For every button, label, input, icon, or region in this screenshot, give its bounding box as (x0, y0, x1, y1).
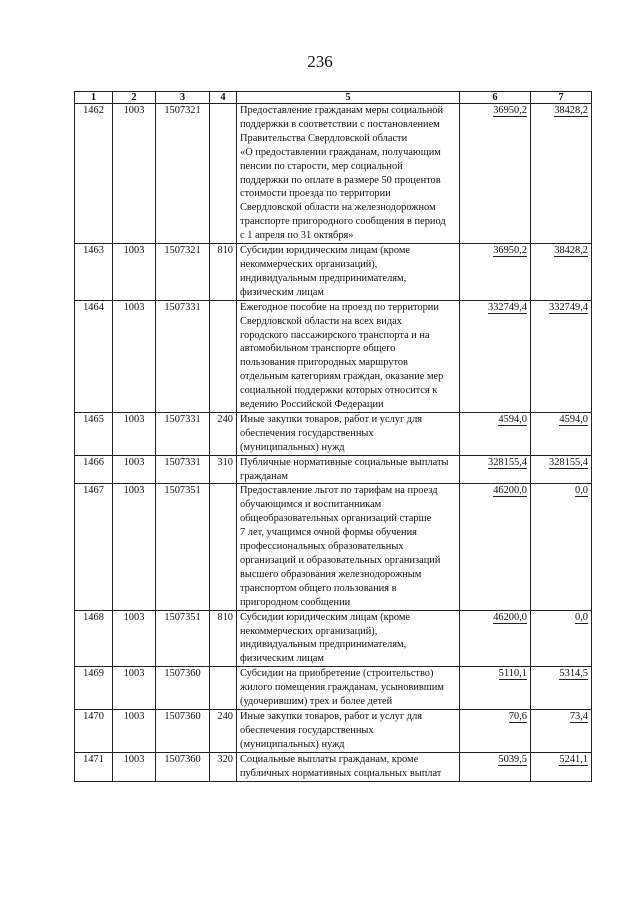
target-code: 1507331 (156, 300, 210, 412)
column-header: 3 (156, 92, 210, 104)
amount-value: 38428,2 (554, 105, 588, 116)
row-number: 1463 (75, 244, 113, 301)
section-code: 1003 (113, 709, 156, 752)
description-line: индивидуальным предпринимателям, (240, 639, 407, 651)
amount-col6 (460, 455, 531, 484)
table-row (75, 610, 592, 667)
description (237, 709, 460, 752)
row-number: 1462 (75, 104, 113, 244)
row-number: 1465 (75, 412, 113, 455)
description-line: некоммерческих организаций), (240, 258, 378, 270)
section-code: 1003 (113, 484, 156, 610)
description-line: обеспечения государственных (240, 427, 374, 439)
description-line: ведению Российской Федерации (240, 399, 384, 411)
description-line: поддержки в соответствии с постановлением (240, 118, 440, 130)
expense-type (210, 300, 237, 412)
expense-type (210, 667, 237, 710)
description-line: Публичные нормативные социальные выплаты (240, 456, 449, 468)
description-line: профессиональных образовательных (240, 541, 404, 553)
amount-col7 (531, 412, 592, 455)
description-line: гражданам (240, 470, 288, 482)
amount-value: 0,0 (575, 485, 588, 497)
description-line: Субсидии на приобретение (строительство) (240, 668, 434, 680)
target-code: 1507360 (156, 752, 210, 781)
description-line: Предоставление гражданам меры социальной (240, 105, 444, 116)
description (237, 300, 460, 412)
column-header: 6 (460, 92, 531, 104)
description-line: Предоставление льгот по тарифам на проезд (240, 485, 438, 497)
description-line: поддержки по оплате в размере 50 процентов (240, 174, 441, 186)
description-line: публичных нормативных социальных выплат (240, 767, 442, 779)
description-line: транспортом общего пользования в (240, 582, 397, 594)
description-line: Иные закупки товаров, работ и услуг для (240, 710, 423, 722)
description-line: Социальные выплаты гражданам, кроме (240, 753, 419, 765)
target-code: 1507331 (156, 412, 210, 455)
row-number: 1469 (75, 667, 113, 710)
section-code: 1003 (113, 300, 156, 412)
table-row (75, 412, 592, 455)
section-code: 1003 (113, 244, 156, 301)
description (237, 610, 460, 667)
section-code: 1003 (113, 752, 156, 781)
description-line: организаций и образовательных организаций (240, 555, 441, 566)
row-number: 1466 (75, 455, 113, 484)
amount-value: 0,0 (575, 611, 588, 623)
description-line: социальной поддержки которых относится к (240, 385, 438, 397)
description-line: автомобильном транспорте общего (240, 343, 396, 355)
amount-col7 (531, 104, 592, 244)
description-line: Правительства Свердловской области (240, 132, 408, 144)
description-line: «О предоставлении гражданам, получающим (240, 146, 441, 158)
amount-col7 (531, 752, 592, 781)
description-line: городского пассажирского транспорта и на (240, 329, 430, 341)
amount-col7 (531, 484, 592, 610)
description-line: стоимости проезда по территории (240, 188, 391, 200)
target-code: 1507360 (156, 667, 210, 710)
amount-value: 73,4 (569, 710, 588, 722)
amount-value: 4594,0 (559, 413, 588, 425)
description-line: обучающимся и воспитанникам (240, 499, 382, 511)
column-header: 2 (113, 92, 156, 104)
amount-col6 (460, 412, 531, 455)
table-row (75, 667, 592, 710)
amount-col6 (460, 484, 531, 610)
amount-col6 (460, 752, 531, 781)
description-line: высшего образования железнодорожным (240, 568, 422, 580)
amount-col7 (531, 709, 592, 752)
amount-col6 (460, 709, 531, 752)
description-line: Субсидии юридическим лицам (кроме (240, 611, 411, 623)
amount-col6 (460, 104, 531, 244)
page-number: 236 (307, 52, 333, 71)
expense-type: 810 (210, 610, 237, 667)
amount-value: 328155,4 (549, 456, 588, 468)
description-line: 7 лет, учащимся очной формы обучения (240, 527, 417, 539)
table-row (75, 300, 592, 412)
amount-col6 (460, 667, 531, 710)
amount-value: 332749,4 (549, 301, 588, 313)
section-code: 1003 (113, 455, 156, 484)
expense-type: 240 (210, 709, 237, 752)
amount-col6 (460, 610, 531, 667)
description (237, 484, 460, 610)
amount-col7 (531, 667, 592, 710)
description (237, 104, 460, 244)
amount-value: 5039,5 (498, 753, 527, 765)
description (237, 752, 460, 781)
description-line: общеобразовательных организаций старше (240, 513, 432, 525)
description-line: Субсидии юридическим лицам (кроме (240, 245, 411, 257)
description-line: (муниципальных) нужд (240, 738, 345, 750)
column-header: 5 (237, 92, 460, 104)
amount-value: 332749,4 (488, 301, 527, 313)
description-line: жилого помещения гражданам, усыновившим (240, 682, 444, 694)
description-line: индивидуальным предпринимателям, (240, 272, 407, 284)
description-line: пользования пригородных маршрутов (240, 357, 408, 369)
target-code: 1507331 (156, 455, 210, 484)
amount-col7 (531, 300, 592, 412)
description-line: Иные закупки товаров, работ и услуг для (240, 413, 423, 425)
target-code: 1507321 (156, 244, 210, 301)
row-number: 1464 (75, 300, 113, 412)
table-row (75, 484, 592, 610)
section-code: 1003 (113, 412, 156, 455)
expense-type (210, 484, 237, 610)
amount-value: 36950,2 (493, 245, 527, 257)
column-header: 7 (531, 92, 592, 104)
column-header: 4 (210, 92, 237, 104)
target-code: 1507351 (156, 610, 210, 667)
row-number: 1470 (75, 709, 113, 752)
expense-type: 810 (210, 244, 237, 301)
expense-type (210, 104, 237, 244)
amount-value: 46200,0 (493, 611, 527, 623)
table-row (75, 244, 592, 301)
description-line: Свердловской области на всех видах (240, 315, 402, 327)
table-row (75, 455, 592, 484)
description-line: отдельным категориям граждан, оказание мер (240, 371, 444, 383)
table-row (75, 752, 592, 781)
expense-type: 240 (210, 412, 237, 455)
description (237, 412, 460, 455)
description-line: (удочерившим) трех и более детей (240, 696, 393, 708)
amount-value: 70,6 (508, 710, 527, 722)
amount-value: 5314,5 (559, 668, 588, 680)
description-line: физическим лицам (240, 286, 324, 298)
description-line: Ежегодное пособие на проезд по территории (240, 301, 439, 313)
target-code: 1507321 (156, 104, 210, 244)
description-line: пенсии по старости, мер социальной (240, 160, 403, 172)
amount-col7 (531, 455, 592, 484)
section-code: 1003 (113, 610, 156, 667)
description-line: пригородном сообщении (240, 596, 351, 608)
description-line: с 1 апреля по 31 октября» (240, 230, 354, 242)
description-line: транспорте пригородного сообщения в период (240, 216, 446, 228)
amount-value: 36950,2 (493, 105, 527, 116)
amount-col7 (531, 244, 592, 301)
description (237, 244, 460, 301)
target-code: 1507360 (156, 709, 210, 752)
description-line: Свердловской области на железнодорожном (240, 202, 436, 214)
expense-type: 320 (210, 752, 237, 781)
row-number: 1468 (75, 610, 113, 667)
amount-value: 5241,1 (559, 753, 588, 765)
table-row (75, 709, 592, 752)
amount-col6 (460, 300, 531, 412)
section-code: 1003 (113, 104, 156, 244)
amount-col7 (531, 610, 592, 667)
amount-value: 328155,4 (488, 456, 527, 468)
expense-type: 310 (210, 455, 237, 484)
amount-col6 (460, 244, 531, 301)
target-code: 1507351 (156, 484, 210, 610)
description-line: (муниципальных) нужд (240, 441, 345, 453)
description-line: некоммерческих организаций), (240, 625, 378, 637)
column-header: 1 (75, 92, 113, 104)
row-number: 1471 (75, 752, 113, 781)
amount-value: 38428,2 (554, 245, 588, 257)
description-line: обеспечения государственных (240, 724, 374, 736)
amount-value: 5110,1 (498, 668, 527, 680)
description-line: физическим лицам (240, 653, 324, 665)
description (237, 667, 460, 710)
amount-value: 4594,0 (498, 413, 527, 425)
section-code: 1003 (113, 667, 156, 710)
description (237, 455, 460, 484)
header-row (75, 92, 592, 104)
amount-value: 46200,0 (493, 485, 527, 497)
row-number: 1467 (75, 484, 113, 610)
table-row (75, 104, 592, 244)
budget-table (74, 91, 592, 782)
